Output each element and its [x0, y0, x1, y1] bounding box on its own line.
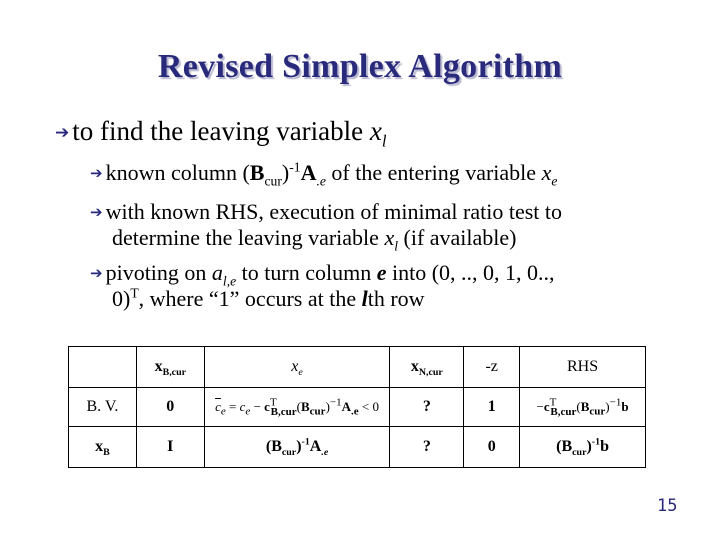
page-number: 15: [657, 496, 678, 516]
table-cell: 0: [464, 427, 520, 468]
table-cell: $(B_{cur})^{-1}b$: [520, 427, 646, 468]
objective-value-formula: $-c^T_{B,cur}(B_{cur})^{-1}b$: [520, 388, 646, 427]
table-cell: [69, 347, 137, 388]
table-cell: ?: [390, 427, 464, 468]
row-label-xb: $x_B$: [69, 427, 137, 468]
sub-bullet-ratio-test: ➔ with known RHS, execution of minimal ratio test to determine the leaving variable $x_l$ (if available): [90, 199, 563, 254]
simplex-tableau: [68, 346, 646, 468]
table-cell: 0: [136, 388, 204, 427]
right-arrow-icon: ➔: [55, 123, 70, 143]
bullet-find-leaving-variable: ➔ to find the leaving variable $x_l$: [55, 116, 387, 151]
table-cell: ?: [390, 388, 464, 427]
header-xb-cur: $x_{B,cur}$: [136, 347, 204, 388]
header-xe: $x_e$: [204, 347, 390, 388]
header-xn-cur: $x_{N,cur}$: [390, 347, 464, 388]
header-minus-z: -z: [464, 347, 520, 388]
table-row: [69, 388, 646, 427]
right-arrow-icon: ➔: [90, 164, 103, 182]
right-arrow-icon: ➔: [90, 203, 103, 221]
header-rhs: RHS: [520, 347, 646, 388]
slide-title: Revised Simplex Algorithm: [157, 48, 563, 85]
table-row: [69, 427, 646, 468]
table-header-row: [69, 347, 646, 388]
right-arrow-icon: ➔: [90, 264, 103, 282]
row-label-bv: B. V.: [69, 388, 137, 427]
table-cell: $(B_{cur})^{-1}A_{.e}$: [204, 427, 390, 468]
table-cell: 1: [464, 388, 520, 427]
reduced-cost-formula: $\overline{c}_e = c_e - c^T_{B,cur}(B_{cur})^{-1}A_{.e} < 0$: [204, 388, 390, 427]
table-cell: I: [136, 427, 204, 468]
sub-bullet-pivoting: ➔ pivoting on $a_{l,e}$ to turn column e into (0, .., 0, 1, 0.., 0)$^T$, where “1” occurs at the lth row: [90, 260, 555, 311]
sub-bullet-known-column: ➔ known column $(B_{cur})^{-1}A_{.e}$ of the entering variable $x_e$: [90, 159, 558, 189]
